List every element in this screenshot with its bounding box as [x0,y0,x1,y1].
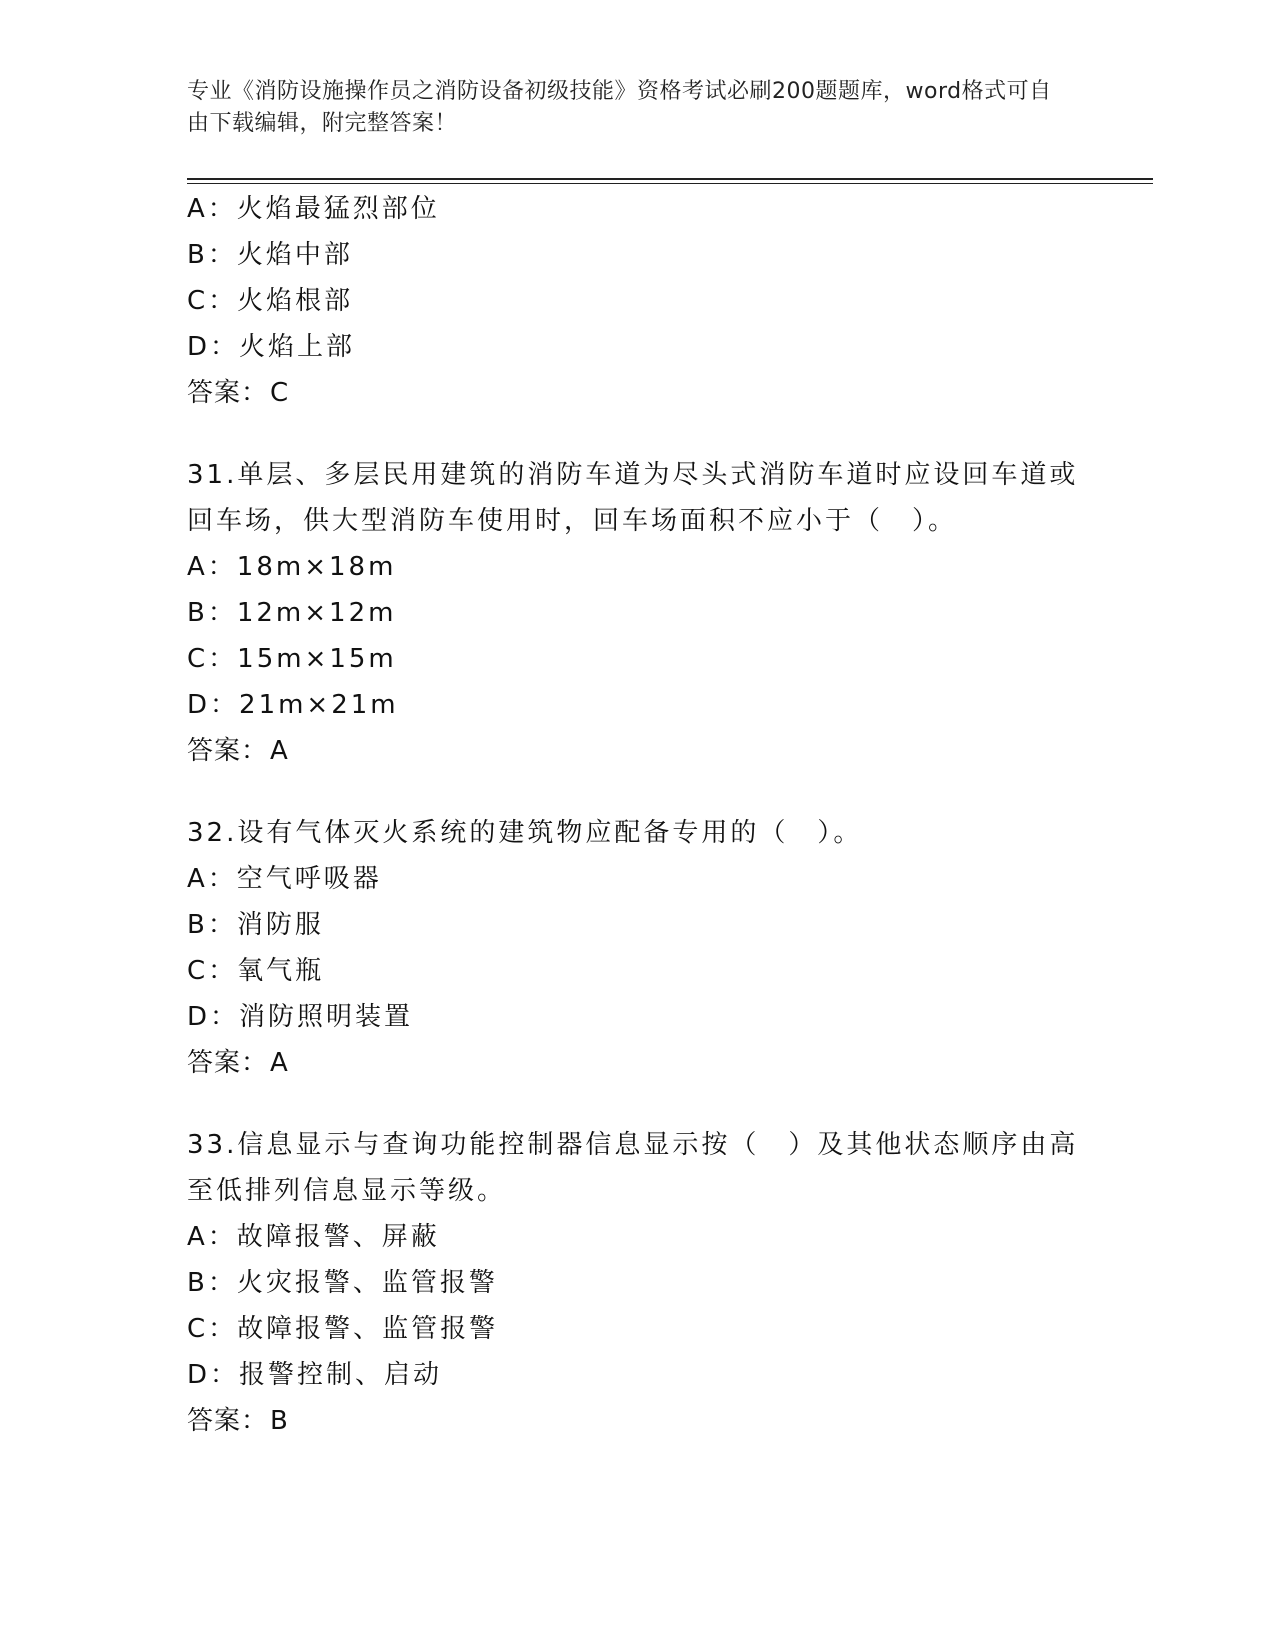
answer-value: C [270,378,290,408]
question-block [187,810,1087,1086]
option-a: A：空气呼吸器 [187,864,382,894]
question-block [187,452,1087,774]
answer-value: B [270,1406,289,1436]
question-block [187,186,1087,416]
answer-value: A [270,736,289,766]
answer-line [187,728,1087,774]
answer-label: 答案： [187,378,269,408]
option-a: A：18m×18m [187,552,397,582]
option-c: C：故障报警、监管报警 [187,1314,499,1344]
option-b: B：火焰中部 [187,240,353,270]
answer-label: 答案： [187,1048,269,1078]
header-divider-thin [187,183,1153,184]
answer-line [187,1398,1087,1444]
option-d: D：报警控制、启动 [187,1360,443,1390]
option-d: D：21m×21m [187,690,399,720]
option-b: B：12m×12m [187,598,397,628]
option-a: A：火焰最猛烈部位 [187,194,440,224]
option-c: C：氧气瓶 [187,956,325,986]
answer-label: 答案： [187,736,269,766]
question-block [187,1122,1087,1444]
question-stem: 31.单层、多层民用建筑的消防车道为尽头式消防车道时应设回车道或回车场，供大型消防车使用时，回车场面积不应小于（ ）。 [187,460,1079,536]
answer-label: 答案： [187,1406,269,1436]
option-b: B：消防服 [187,910,324,940]
answer-value: A [270,1048,289,1078]
document-header: 专业《消防设施操作员之消防设备初级技能》资格考试必刷200题题库，word格式可自由下载编辑，附完整答案！ [187,79,1052,136]
question-list [187,186,1087,1444]
header-divider-thick [187,178,1153,180]
question-stem: 32.设有气体灭火系统的建筑物应配备专用的（ ）。 [187,818,863,848]
option-d: D：消防照明装置 [187,1002,414,1032]
option-c: C：15m×15m [187,644,397,674]
option-c: C：火焰根部 [187,286,354,316]
option-b: B：火灾报警、监管报警 [187,1268,498,1298]
answer-line [187,1040,1087,1086]
answer-line [187,370,1087,416]
option-a: A：故障报警、屏蔽 [187,1222,440,1252]
question-stem: 33.信息显示与查询功能控制器信息显示按（ ）及其他状态顺序由高至低排列信息显示等级。 [187,1130,1079,1206]
option-d: D：火焰上部 [187,332,356,362]
